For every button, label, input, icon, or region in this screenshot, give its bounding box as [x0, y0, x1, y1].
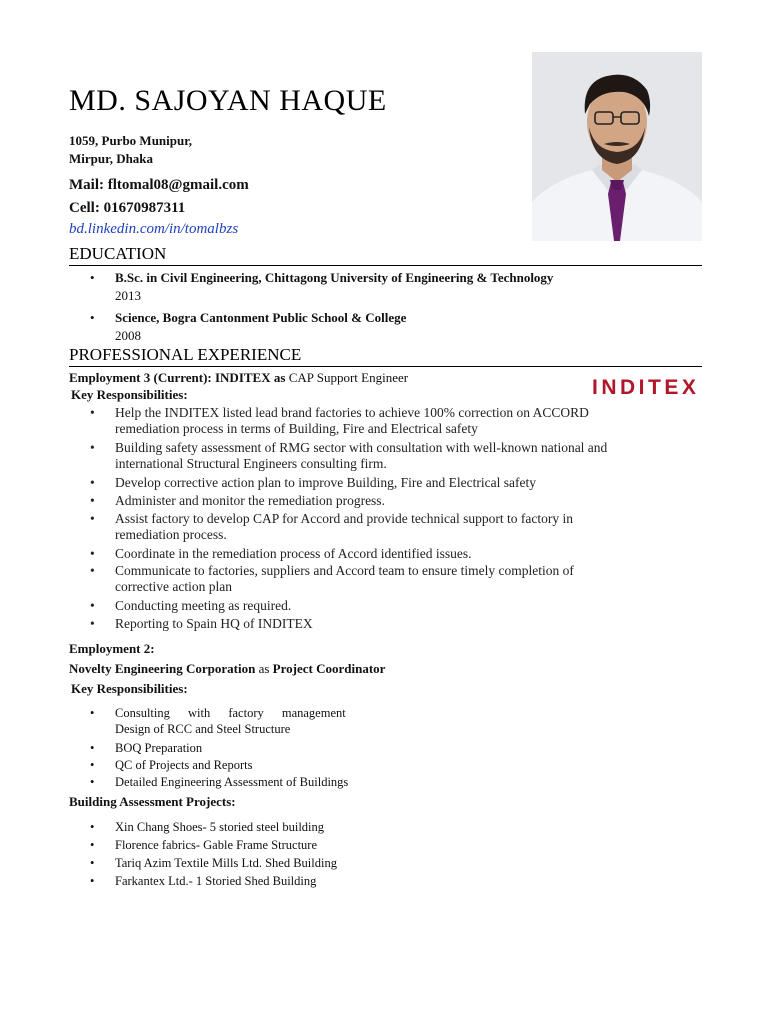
education-heading: EDUCATION [69, 244, 702, 266]
key-responsibilities-label: Key Responsibilities: [71, 387, 188, 402]
person-portrait-icon [532, 52, 702, 241]
linkedin-link[interactable]: bd.linkedin.com/in/tomalbzs [69, 221, 239, 237]
phone: Cell: 01670987311 [69, 200, 186, 216]
employment-3-title [69, 370, 408, 386]
profile-photo [532, 52, 702, 241]
employment-2-title [69, 661, 385, 677]
inditex-logo: INDITEX [592, 376, 700, 399]
address-line-2: Mirpur, Dhaka [69, 151, 154, 166]
list-item-continuation: Design of RCC and Steel Structure [115, 722, 291, 736]
projects-label: Building Assessment Projects: [69, 794, 236, 809]
address-line-1: 1059, Purbo Munipur, [69, 133, 193, 148]
education-year: 2008 [115, 328, 141, 343]
experience-heading: PROFESSIONAL EXPERIENCE [69, 345, 702, 367]
email: Mail: fltomal08@gmail.com [69, 177, 249, 193]
list-item-continuation: remediation process in terms of Building, Fire and Electrical safety [115, 421, 478, 436]
education-year: 2013 [115, 288, 141, 303]
education-degree: B.Sc. in Civil Engineering, Chittagong University of Engineering & Technology [115, 270, 554, 285]
employment-2-as: as [255, 661, 273, 676]
employment-2-company: Novelty Engineering Corporation [69, 661, 256, 676]
employment-2-label: Employment 2: [69, 641, 155, 656]
employment-3-role: CAP Support Engineer [285, 370, 409, 385]
key-responsibilities-label: Key Responsibilities: [71, 681, 188, 696]
list-item-continuation: remediation process. [115, 527, 227, 542]
employment-2-role: Project Coordinator [272, 661, 386, 676]
list-item-continuation: international Structural Engineers consulting firm. [115, 456, 387, 471]
employment-3-label: Employment 3 (Current): INDITEX as [69, 370, 286, 385]
list-item-continuation: corrective action plan [115, 579, 232, 594]
education-degree: Science, Bogra Cantonment Public School & College [115, 310, 407, 325]
candidate-name: MD. SAJOYAN HAQUE [69, 84, 387, 117]
